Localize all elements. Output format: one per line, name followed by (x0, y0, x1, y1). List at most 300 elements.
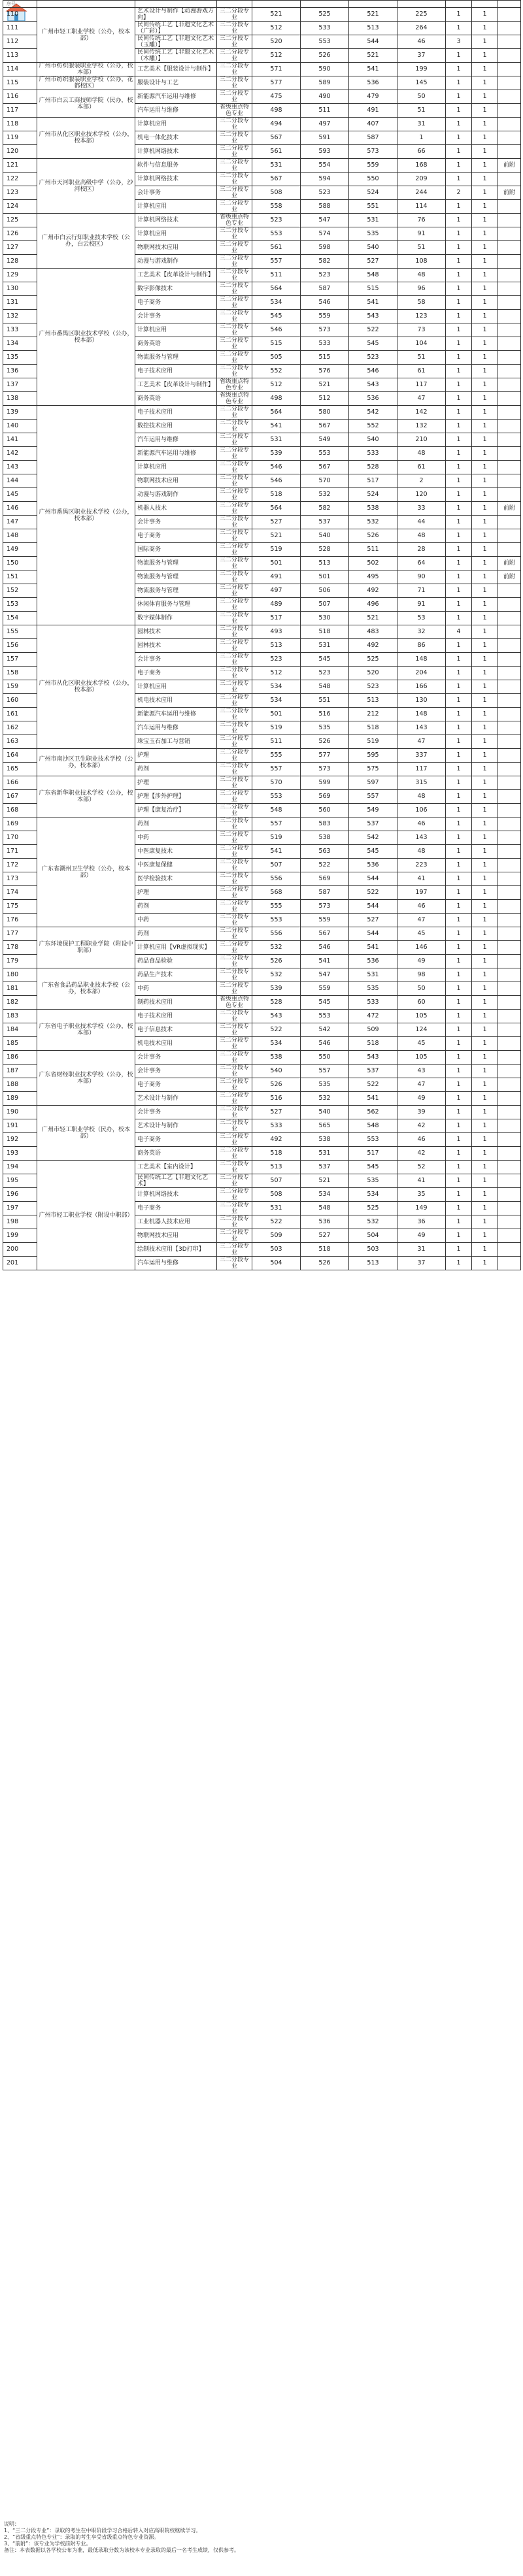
row-note (498, 118, 521, 131)
score-c: 518 (349, 1037, 397, 1051)
row-note (498, 914, 521, 927)
major-type: 三二分段专业 (217, 173, 252, 186)
major-name: 制药技术应用 (135, 996, 217, 1010)
score-d: 96 (397, 282, 446, 296)
score-a: 512 (252, 49, 301, 63)
row-note (498, 1023, 521, 1037)
major-name: 汽车运用与维修 (135, 104, 217, 118)
count-f: 1 (472, 227, 498, 241)
major-name: 工艺美术【室内设计】 (135, 1161, 217, 1174)
score-a: 531 (252, 433, 301, 447)
major-type: 三二分段专业 (217, 1119, 252, 1133)
score-c: 533 (349, 996, 397, 1010)
row-note (498, 667, 521, 680)
major-name: 机器人技术 (135, 502, 217, 516)
row-note (498, 269, 521, 282)
major-name: 药剂 (135, 900, 217, 914)
row-note (498, 1010, 521, 1023)
major-type: 三二分段专业 (217, 1010, 252, 1023)
row-note (498, 625, 521, 639)
row-note (498, 529, 521, 543)
count-e: 1 (446, 1023, 472, 1037)
score-a: 534 (252, 1037, 301, 1051)
school-name: 广东省财经职业技术学校（公办，校本部） (37, 1051, 135, 1106)
score-d: 225 (397, 8, 446, 22)
major-name: 民间传统工艺【非遗文化艺术】 (135, 1174, 217, 1188)
row-number: 174 (3, 886, 37, 900)
count-f: 1 (472, 886, 498, 900)
row-number: 162 (3, 721, 37, 735)
row-number: 112 (3, 35, 37, 49)
count-e: 1 (446, 1147, 472, 1161)
score-d: 143 (397, 721, 446, 735)
count-f: 1 (472, 351, 498, 365)
major-name: 绘制技术应用【3D打印】 (135, 1243, 217, 1257)
major-type: 三二分段专业 (217, 831, 252, 845)
score-d: 53 (397, 612, 446, 625)
major-name: 中药 (135, 831, 217, 845)
count-e: 1 (446, 570, 472, 584)
count-e: 2 (446, 186, 472, 200)
count-f: 1 (472, 1215, 498, 1229)
count-e: 1 (446, 323, 472, 337)
score-b: 538 (301, 831, 349, 845)
row-note (498, 145, 521, 159)
school-name: 广州市白云工商技师学院（民办，校本部） (37, 90, 135, 118)
score-d: 52 (397, 1161, 446, 1174)
row-note (498, 76, 521, 90)
row-note (498, 1078, 521, 1092)
score-c: 551 (349, 200, 397, 214)
major-name: 电子技术应用 (135, 365, 217, 378)
score-d: 142 (397, 406, 446, 420)
score-d: 43 (397, 1065, 446, 1078)
score-d: 117 (397, 378, 446, 392)
score-b: 521 (301, 378, 349, 392)
score-c: 496 (349, 598, 397, 612)
count-f: 1 (472, 323, 498, 337)
count-f: 1 (472, 1051, 498, 1065)
count-f: 1 (472, 173, 498, 186)
score-a: 556 (252, 927, 301, 941)
score-a: 501 (252, 708, 301, 721)
score-c: 542 (349, 831, 397, 845)
count-e: 1 (446, 502, 472, 516)
score-c: 543 (349, 310, 397, 323)
score-b: 560 (301, 804, 349, 817)
count-e: 1 (446, 63, 472, 76)
row-number: 136 (3, 365, 37, 378)
major-type: 三二分段专业 (217, 914, 252, 927)
major-name: 计算机应用【VR虚拟现实】 (135, 941, 217, 955)
major-type: 三二分段专业 (217, 872, 252, 886)
score-c: 546 (349, 365, 397, 378)
score-a: 519 (252, 721, 301, 735)
row-number: 115 (3, 76, 37, 90)
score-d: 106 (397, 804, 446, 817)
row-note (498, 900, 521, 914)
score-a: 523 (252, 653, 301, 667)
count-e: 1 (446, 557, 472, 570)
table-row (3, 817, 521, 831)
row-note (498, 886, 521, 900)
major-name: 会计事务 (135, 186, 217, 200)
major-type: 三二分段专业 (217, 1037, 252, 1051)
score-d: 145 (397, 76, 446, 90)
row-note (498, 337, 521, 351)
row-note (498, 378, 521, 392)
count-e: 1 (446, 598, 472, 612)
row-note (498, 1037, 521, 1051)
major-type: 三二分段专业 (217, 639, 252, 653)
major-type: 三二分段专业 (217, 749, 252, 763)
score-d: 49 (397, 955, 446, 968)
score-c: 535 (349, 227, 397, 241)
row-number: 118 (3, 118, 37, 131)
row-note (498, 845, 521, 859)
score-c: 525 (349, 653, 397, 667)
row-number: 113 (3, 49, 37, 63)
major-type: 三二分段专业 (217, 1174, 252, 1188)
score-c: 575 (349, 763, 397, 776)
row-note (498, 1215, 521, 1229)
major-name: 物流服务与管理 (135, 557, 217, 570)
major-type: 三二分段专业 (217, 227, 252, 241)
row-note (498, 90, 521, 104)
count-f: 1 (472, 76, 498, 90)
score-a: 570 (252, 776, 301, 790)
major-name: 新能源汽车运用与维修 (135, 90, 217, 104)
score-c: 537 (349, 817, 397, 831)
score-b: 591 (301, 131, 349, 145)
count-f: 1 (472, 365, 498, 378)
major-name: 护理【涉外护理】 (135, 790, 217, 804)
row-note (498, 598, 521, 612)
major-type: 三二分段专业 (217, 543, 252, 557)
major-type: 三二分段专业 (217, 653, 252, 667)
score-b: 497 (301, 118, 349, 131)
major-type: 三二分段专业 (217, 598, 252, 612)
score-b: 542 (301, 1023, 349, 1037)
table-row (3, 625, 521, 639)
row-note (498, 982, 521, 996)
count-e: 1 (446, 351, 472, 365)
row-number: 188 (3, 1078, 37, 1092)
score-c: 509 (349, 1023, 397, 1037)
school-name: 广东省新华职业技术学校（公办，校本部） (37, 776, 135, 817)
score-a: 553 (252, 914, 301, 927)
major-name: 电子信息技术 (135, 1023, 217, 1037)
score-d: 46 (397, 1133, 446, 1147)
major-type: 三二分段专业 (217, 76, 252, 90)
score-c: 536 (349, 859, 397, 872)
count-f: 1 (472, 804, 498, 817)
score-d: 48 (397, 269, 446, 282)
row-note: 前附 (498, 570, 521, 584)
count-e: 1 (446, 145, 472, 159)
row-number: 124 (3, 200, 37, 214)
count-e: 1 (446, 241, 472, 255)
major-type: 三二分段专业 (217, 900, 252, 914)
score-a: 553 (252, 790, 301, 804)
score-c: 548 (349, 1119, 397, 1133)
score-a: 519 (252, 543, 301, 557)
count-e: 1 (446, 1092, 472, 1106)
major-name: 护理【康复治疗】 (135, 804, 217, 817)
count-e: 1 (446, 955, 472, 968)
score-b: 589 (301, 76, 349, 90)
row-number: 134 (3, 337, 37, 351)
row-note (498, 543, 521, 557)
row-number: 184 (3, 1023, 37, 1037)
major-type: 三二分段专业 (217, 420, 252, 433)
score-d: 37 (397, 49, 446, 63)
count-e: 1 (446, 708, 472, 721)
major-name: 会计事务 (135, 516, 217, 529)
score-a: 540 (252, 1065, 301, 1078)
row-note (498, 1229, 521, 1243)
score-c: 521 (349, 612, 397, 625)
count-f: 1 (472, 557, 498, 570)
score-d: 66 (397, 145, 446, 159)
row-number: 180 (3, 968, 37, 982)
row-note (498, 653, 521, 667)
count-f: 1 (472, 420, 498, 433)
major-type: 三二分段专业 (217, 667, 252, 680)
count-f: 1 (472, 22, 498, 35)
major-name: 软件与信息服务 (135, 159, 217, 173)
row-number: 146 (3, 502, 37, 516)
major-name: 园林技术 (135, 639, 217, 653)
score-a: 512 (252, 22, 301, 35)
score-a: 513 (252, 639, 301, 653)
row-number: 195 (3, 1174, 37, 1188)
count-e: 1 (446, 337, 472, 351)
major-name: 工艺美术【皮革设计与制作】 (135, 378, 217, 392)
row-number: 120 (3, 145, 37, 159)
major-type: 三二分段专业 (217, 1188, 252, 1202)
score-a: 532 (252, 968, 301, 982)
count-f: 1 (472, 1243, 498, 1257)
score-c: 522 (349, 1078, 397, 1092)
major-name: 药剂 (135, 763, 217, 776)
count-f: 1 (472, 159, 498, 173)
count-f: 1 (472, 1010, 498, 1023)
count-f: 1 (472, 214, 498, 227)
count-f: 1 (472, 708, 498, 721)
major-type: 三二分段专业 (217, 447, 252, 461)
count-f: 1 (472, 1174, 498, 1188)
major-type: 三二分段专业 (217, 241, 252, 255)
score-a: 561 (252, 145, 301, 159)
major-type: 三二分段专业 (217, 776, 252, 790)
score-b: 532 (301, 1092, 349, 1106)
major-name: 物流服务与管理 (135, 570, 217, 584)
score-b: 540 (301, 529, 349, 543)
score-b: 593 (301, 145, 349, 159)
score-d: 49 (397, 1229, 446, 1243)
count-e: 1 (446, 296, 472, 310)
row-number: 138 (3, 392, 37, 406)
row-number: 170 (3, 831, 37, 845)
row-number: 179 (3, 955, 37, 968)
count-f: 1 (472, 104, 498, 118)
major-name: 民间传统工艺【非遗文化艺术（玉雕）】 (135, 35, 217, 49)
major-name: 园林技术 (135, 625, 217, 639)
score-b: 537 (301, 516, 349, 529)
count-e: 1 (446, 1119, 472, 1133)
score-d: 123 (397, 310, 446, 323)
score-c: 492 (349, 639, 397, 653)
score-a: 555 (252, 749, 301, 763)
score-c: 212 (349, 708, 397, 721)
score-a: 494 (252, 118, 301, 131)
score-c: 533 (349, 447, 397, 461)
count-e: 1 (446, 584, 472, 598)
score-a: 564 (252, 282, 301, 296)
row-number: 172 (3, 859, 37, 872)
score-c: 559 (349, 159, 397, 173)
row-number: 111 (3, 22, 37, 35)
row-note (498, 447, 521, 461)
row-number: 158 (3, 667, 37, 680)
major-name: 数字媒体制作 (135, 612, 217, 625)
row-note (498, 735, 521, 749)
count-f: 1 (472, 1078, 498, 1092)
row-note (498, 804, 521, 817)
count-f: 1 (472, 296, 498, 310)
score-b: 525 (301, 8, 349, 22)
major-type: 三二分段专业 (217, 1065, 252, 1078)
count-f: 1 (472, 845, 498, 859)
count-f: 1 (472, 570, 498, 584)
score-a: 511 (252, 269, 301, 282)
count-f: 1 (472, 1133, 498, 1147)
row-number: 194 (3, 1161, 37, 1174)
major-type: 三二分段专业 (217, 1092, 252, 1106)
score-a: 527 (252, 1106, 301, 1119)
row-number: 152 (3, 584, 37, 598)
major-name: 计算机应用 (135, 200, 217, 214)
row-number: 175 (3, 900, 37, 914)
table-row (3, 1106, 521, 1119)
score-d: 42 (397, 1119, 446, 1133)
score-c: 521 (349, 49, 397, 63)
table-row (3, 406, 521, 420)
row-number: 121 (3, 159, 37, 173)
table-row (3, 749, 521, 763)
row-number: 137 (3, 378, 37, 392)
count-e: 1 (446, 420, 472, 433)
row-note (498, 227, 521, 241)
score-b: 523 (301, 269, 349, 282)
count-e: 1 (446, 667, 472, 680)
row-number: 177 (3, 927, 37, 941)
score-c: 587 (349, 131, 397, 145)
row-note (498, 1188, 521, 1202)
count-f: 1 (472, 749, 498, 763)
score-b: 528 (301, 543, 349, 557)
score-c: 573 (349, 145, 397, 159)
score-d: 148 (397, 653, 446, 667)
row-note (498, 639, 521, 653)
score-c: 513 (349, 694, 397, 708)
major-type: 三二分段专业 (217, 1243, 252, 1257)
score-b: 599 (301, 776, 349, 790)
major-name: 数控技术应用 (135, 420, 217, 433)
major-name: 艺术设计与制作 (135, 1119, 217, 1133)
major-name: 计算机应用 (135, 680, 217, 694)
row-number: 185 (3, 1037, 37, 1051)
score-b: 587 (301, 282, 349, 296)
score-d: 223 (397, 859, 446, 872)
major-type: 三二分段专业 (217, 351, 252, 365)
count-f: 1 (472, 35, 498, 49)
row-number: 169 (3, 817, 37, 831)
score-a: 512 (252, 667, 301, 680)
count-e: 1 (446, 104, 472, 118)
score-a: 556 (252, 872, 301, 886)
row-note (498, 282, 521, 296)
count-e: 1 (446, 996, 472, 1010)
score-a: 501 (252, 557, 301, 570)
count-e: 1 (446, 790, 472, 804)
score-c: 536 (349, 392, 397, 406)
major-type: 三二分段专业 (217, 941, 252, 955)
score-c: 495 (349, 570, 397, 584)
row-number: 181 (3, 982, 37, 996)
row-number: 189 (3, 1092, 37, 1106)
score-c: 523 (349, 680, 397, 694)
count-e: 1 (446, 529, 472, 543)
major-name: 物流服务与管理 (135, 584, 217, 598)
count-e: 1 (446, 804, 472, 817)
row-number: 119 (3, 131, 37, 145)
score-d: 47 (397, 914, 446, 927)
row-note (498, 694, 521, 708)
major-name: 物联网技术应用 (135, 1229, 217, 1243)
score-d: 244 (397, 186, 446, 200)
score-c: 528 (349, 461, 397, 474)
count-f: 1 (472, 502, 498, 516)
row-note (498, 104, 521, 118)
major-name: 民间传统工艺【非遗文化艺术（广彩）】 (135, 22, 217, 35)
score-b: 523 (301, 186, 349, 200)
score-c: 524 (349, 186, 397, 200)
score-d: 199 (397, 63, 446, 76)
major-type: 省级重点特色专业 (217, 378, 252, 392)
score-c: 522 (349, 323, 397, 337)
score-a: 557 (252, 763, 301, 776)
score-b: 553 (301, 447, 349, 461)
major-name: 会计事务 (135, 310, 217, 323)
count-e: 1 (446, 859, 472, 872)
score-b: 523 (301, 667, 349, 680)
score-c: 517 (349, 1147, 397, 1161)
major-name: 物联网技术应用 (135, 474, 217, 488)
row-note (498, 1106, 521, 1119)
score-a: 564 (252, 406, 301, 420)
score-d: 132 (397, 420, 446, 433)
count-e: 1 (446, 49, 472, 63)
count-e: 1 (446, 406, 472, 420)
count-f: 1 (472, 1257, 498, 1270)
count-e: 1 (446, 749, 472, 763)
row-number: 191 (3, 1119, 37, 1133)
row-note (498, 1065, 521, 1078)
row-number: 127 (3, 241, 37, 255)
score-b: 573 (301, 763, 349, 776)
